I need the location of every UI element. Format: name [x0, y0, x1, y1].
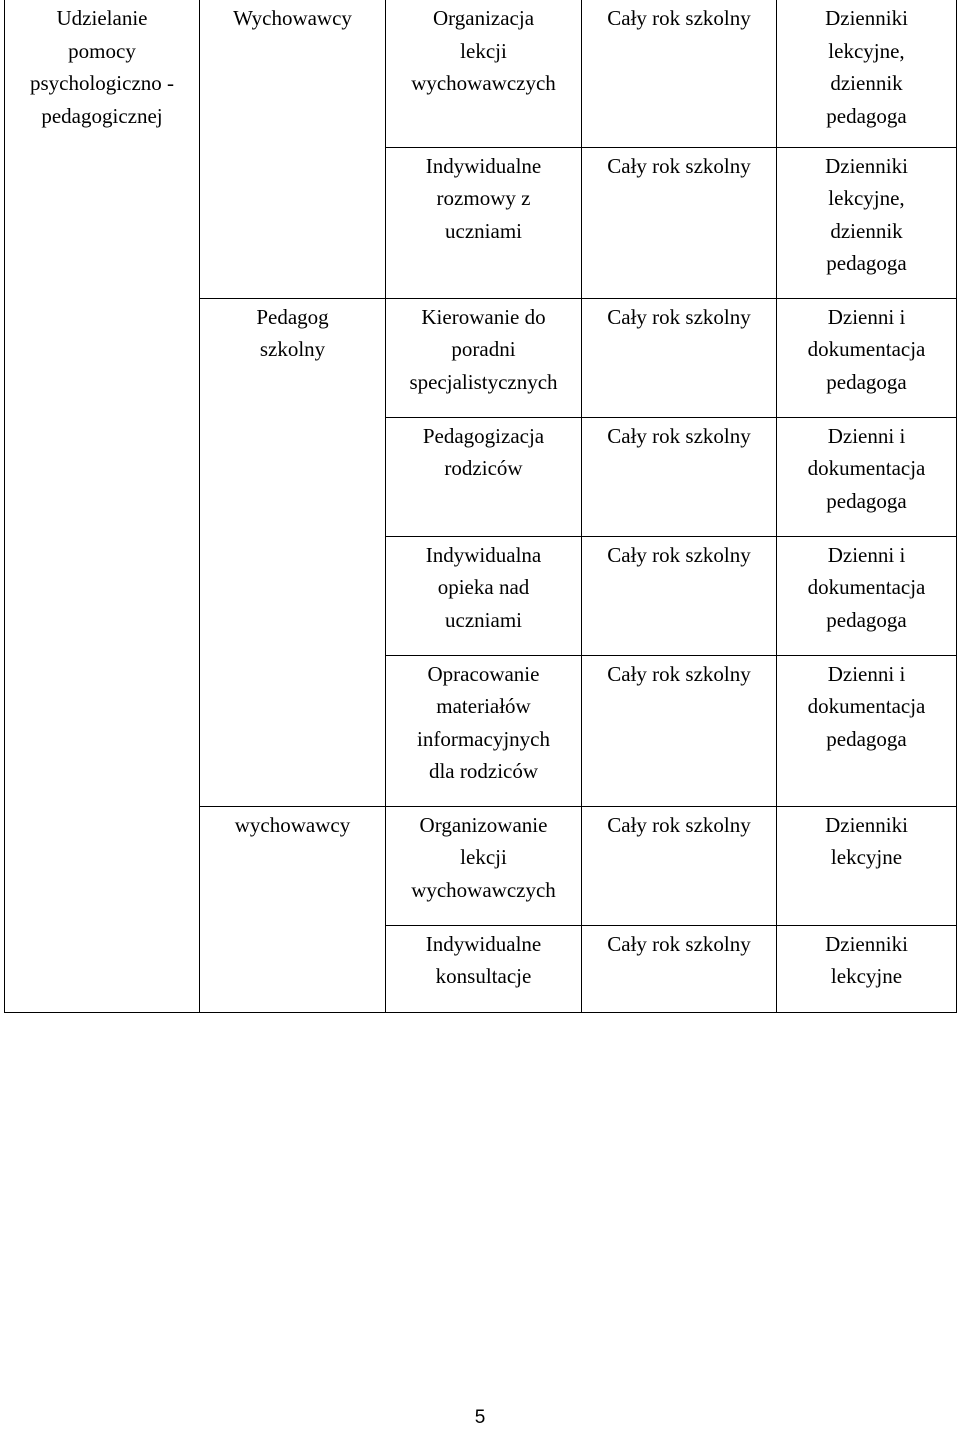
term-cell — [582, 925, 777, 1012]
term-cell — [582, 298, 777, 417]
documentation-cell — [777, 536, 957, 655]
documentation-text: Dzienniki lekcyjne — [825, 812, 908, 869]
term-cell — [582, 417, 777, 536]
form-text: Indywidualne rozmowy z uczniami — [425, 153, 542, 243]
form-cell — [386, 806, 582, 925]
responsible-text: wychowawcy — [234, 812, 351, 837]
responsible-text: Wychowawcy — [233, 6, 352, 30]
form-cell — [386, 0, 582, 147]
documentation-text: Dzienniki lekcyjne, dziennik pedagoga — [825, 153, 908, 275]
area-cell — [5, 0, 200, 1012]
documentation-cell — [777, 0, 957, 147]
page-number: 5 — [474, 1407, 486, 1428]
term-text: Cały rok szkolny — [607, 812, 751, 837]
documentation-cell — [777, 298, 957, 417]
documentation-cell — [777, 417, 957, 536]
documentation-cell — [777, 925, 957, 1012]
form-text: Organizowanie lekcji wychowawczych — [411, 812, 556, 902]
form-text: Organizacja lekcji wychowawczych — [411, 6, 556, 95]
term-cell — [582, 536, 777, 655]
documentation-cell — [777, 147, 957, 298]
form-cell — [386, 655, 582, 806]
form-text: Opracowanie materiałów informacyjnych dla rodziców — [417, 661, 550, 783]
documentation-text: Dzienniki lekcyjne — [825, 931, 908, 988]
responsible-text: Pedagog szkolny — [256, 304, 329, 361]
form-cell — [386, 925, 582, 1012]
term-text: Cały rok szkolny — [607, 304, 751, 329]
documentation-cell — [777, 806, 957, 925]
form-text: Indywidualna opieka nad uczniami — [425, 542, 542, 632]
form-cell — [386, 536, 582, 655]
term-text: Cały rok szkolny — [607, 423, 751, 448]
term-text: Cały rok szkolny — [607, 153, 751, 178]
form-text: Pedagogizacja rodziców — [422, 423, 545, 480]
documentation-cell — [777, 655, 957, 806]
responsible-cell — [200, 0, 386, 298]
form-cell — [386, 417, 582, 536]
responsible-cell — [200, 298, 386, 806]
documentation-text: Dzienni i dokumentacja pedagoga — [807, 542, 926, 632]
documentation-text: Dzienni i dokumentacja pedagoga — [807, 423, 926, 513]
responsible-cell — [200, 806, 386, 1012]
documentation-text: Dzienni i dokumentacja pedagoga — [807, 304, 926, 394]
area-text: Udzielanie pomocy psychologiczno - pedagogicznej — [29, 6, 175, 128]
term-cell — [582, 806, 777, 925]
term-text: Cały rok szkolny — [607, 542, 751, 567]
documentation-text: Dzienniki lekcyjne, dziennik pedagoga — [825, 6, 908, 128]
form-cell — [386, 298, 582, 417]
form-cell — [386, 147, 582, 298]
term-cell — [582, 0, 777, 147]
term-cell — [582, 655, 777, 806]
term-text: Cały rok szkolny — [607, 931, 751, 956]
form-text: Kierowanie do poradni specjalistycznych — [409, 304, 558, 394]
term-text: Cały rok szkolny — [607, 661, 751, 686]
documentation-text: Dzienni i dokumentacja pedagoga — [807, 661, 926, 751]
plan-table — [4, 0, 957, 1013]
term-cell — [582, 147, 777, 298]
form-text: Indywidualne konsultacje — [425, 931, 542, 988]
table-row — [5, 0, 957, 147]
term-text: Cały rok szkolny — [607, 6, 751, 30]
